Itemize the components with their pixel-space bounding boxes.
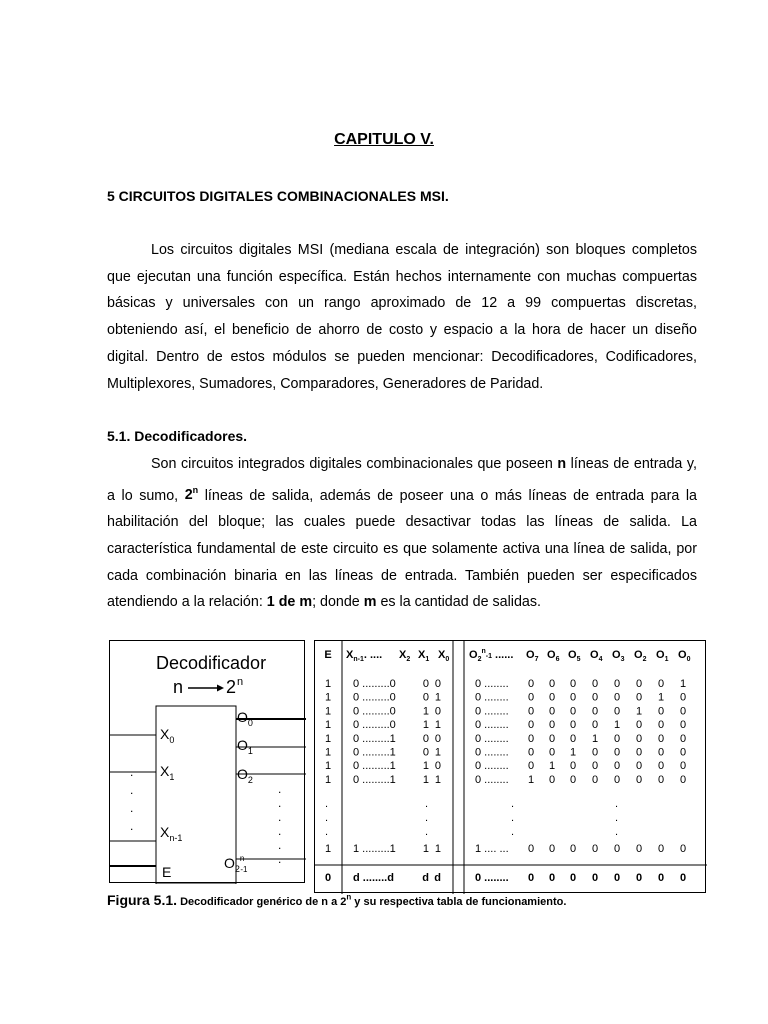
table-row-cell: 1 xyxy=(527,773,535,786)
table-row-cell: 0 xyxy=(635,719,643,732)
output-dots: . . . . . . xyxy=(278,782,282,866)
ellipsis-x-2: . xyxy=(425,812,429,824)
ellipsis-on: . xyxy=(511,798,515,810)
subsection-title: 5.1. Decodificadores. xyxy=(107,428,248,444)
table-row-cell: 0 xyxy=(569,719,577,732)
table-row-cell: 0 xyxy=(679,732,687,745)
table-row-cell: 0 xyxy=(613,678,621,690)
table-last-row-cell: 0 xyxy=(569,843,577,855)
hdr-o3: $O_3$ xyxy=(612,649,625,663)
table-last-row-cell: 0 xyxy=(548,843,556,855)
table-row-cell: 1 xyxy=(613,719,621,732)
table-row-cell: 0 xyxy=(591,746,599,759)
table-row-cell: 0 xyxy=(548,732,556,745)
hdr-o4: $O_4$ xyxy=(590,649,603,663)
table-row-cell: 0 xyxy=(591,719,599,732)
table-row-cell: 0 xyxy=(657,705,665,718)
table-row-cell: 0 .........0 xyxy=(353,705,396,718)
caption-sup: n xyxy=(346,892,352,902)
table-row-cell: 0 xyxy=(657,719,665,732)
table-row-cell: 0 xyxy=(635,732,643,745)
table-row-cell: 0 xyxy=(548,719,556,732)
table-row-cell: 1 xyxy=(434,746,441,759)
table-row-cell: 0 ........ xyxy=(475,760,509,773)
table-row-cell: 0 xyxy=(657,746,665,759)
hdr-o7: $O_7$ xyxy=(526,649,539,663)
table-row-cell: 0 xyxy=(679,746,687,759)
diagram-n: n xyxy=(173,677,184,697)
table-row-cell: 0 ........ xyxy=(475,773,509,786)
input-dots: . . . . xyxy=(130,765,134,833)
table-ellipsis xyxy=(325,798,618,838)
table-row-cell: 0 xyxy=(527,719,535,732)
table-disabled-row-cell: 0 xyxy=(657,872,665,884)
table-row-cell: 0 xyxy=(635,691,643,704)
table-row-cell: 0 xyxy=(434,678,441,690)
table-row-cell: 0 xyxy=(434,705,441,718)
caption-text1: Decodificador genérico de n a 2 xyxy=(177,896,347,908)
table-row-cell: 1 xyxy=(635,705,643,718)
table-row-cell: 0 xyxy=(422,746,429,759)
table-last-row-cell: 0 xyxy=(657,843,665,855)
ellipsis-e-2: . xyxy=(325,812,329,824)
chapter-title: CAPITULO V. xyxy=(334,131,434,148)
table-row-cell: 1 xyxy=(422,760,429,773)
label-o1: $O_1$ xyxy=(237,737,253,756)
table-last-row-cell: 1 xyxy=(434,843,441,855)
table-row-cell: 0 xyxy=(434,760,441,773)
figure-caption xyxy=(107,892,566,908)
intro-text: Los circuitos digitales MSI (mediana escala de integración) son bloques completos que ejecutan una función específica. Están hechos internamente con muchas compuertas básicas y universales con un rango aproximado de 12 a 99 compuertas discretas, obteniendo así, el beneficio de ahorro de costo y espacio a la hora de hacer un diseño digital. Dentro de estos módulos se pueden mencionar: Decodificadores, Codificadores, Multiplexores, Sumadores, Comparadores, Generadores de Paridad. xyxy=(107,242,697,392)
table-last-row-cell: 0 xyxy=(527,843,535,855)
table-row-cell: 0 xyxy=(613,691,621,704)
diagram-title: Decodificador xyxy=(156,653,267,673)
table-row-cell: 1 xyxy=(548,760,556,773)
table-last-row-cell: 0 xyxy=(613,843,621,855)
ellipsis-o: . xyxy=(615,798,619,810)
table-row-cell: 1 xyxy=(324,691,332,704)
dp-t1: Son circuitos integrados digitales combinacionales que poseen xyxy=(151,456,558,472)
caption-text2: y su respectiva tabla de funcionamiento. xyxy=(351,896,567,908)
table-row-cell: 0 xyxy=(613,773,621,786)
table-row-cell: 1 xyxy=(324,732,332,745)
table-row-cell: 1 xyxy=(324,678,332,690)
table-row-cell: 0 xyxy=(613,732,621,745)
table-row-cell: 0 xyxy=(548,691,556,704)
dp-t5: es la cantidad de salidas. xyxy=(376,594,541,611)
table-row-cell: 1 xyxy=(324,746,332,759)
table-row-cell: 0 xyxy=(591,678,599,690)
table-row-cell: 0 xyxy=(569,691,577,704)
table-last-row-cell: 0 xyxy=(679,843,687,855)
table-disabled-row-cell: d xyxy=(422,872,429,884)
diagram-two-exp: n xyxy=(237,676,244,688)
dp-t4: ; donde xyxy=(312,594,364,611)
table-row-cell: 0 .........0 xyxy=(353,719,396,732)
hdr-xn1: $X_{n-1}$. .... xyxy=(346,649,383,663)
table-row-cell: 0 xyxy=(527,746,535,759)
table-row-cell: 0 xyxy=(591,773,599,786)
table-row-cell: 0 xyxy=(679,691,687,704)
table-row-cell: 1 xyxy=(569,746,577,759)
table-row-cell: 0 xyxy=(613,760,621,773)
table-row-cell: 0 xyxy=(548,705,556,718)
table-row-cell: 0 xyxy=(527,678,535,690)
label-o0: $O_0$ xyxy=(237,709,253,728)
hdr-x2: $X_2$ xyxy=(399,649,411,663)
ellipsis-o-3: . xyxy=(615,826,619,838)
table-row-cell: 0 xyxy=(548,773,556,786)
table-row-cell: 0 xyxy=(569,732,577,745)
table-row-cell: 1 xyxy=(422,719,429,732)
table-row-cell: 0 xyxy=(527,732,535,745)
section-title: 5 CIRCUITOS DIGITALES COMBINACIONALES MSI. xyxy=(107,188,449,204)
table-row-cell: 0 xyxy=(635,760,643,773)
table-disabled-row-cell: 0 xyxy=(591,872,599,884)
truth-table-svg xyxy=(315,641,707,894)
table-row-cell: 0 xyxy=(569,705,577,718)
ellipsis-e-3: . xyxy=(325,826,329,838)
table-row-cell: 1 xyxy=(657,691,665,704)
table-row-cell: 1 xyxy=(324,705,332,718)
table-disabled-row-cell: d xyxy=(434,872,441,884)
table-row-cell: 0 xyxy=(569,760,577,773)
table-row-cell: 0 xyxy=(548,746,556,759)
table-row-cell: 0 xyxy=(527,691,535,704)
dp-t2: líneas de entrada y, a lo sumo, xyxy=(107,456,697,504)
table-row-cell: 0 xyxy=(527,705,535,718)
table-last-row-cell: 1 .........1 xyxy=(353,843,396,855)
ellipsis-x-3: . xyxy=(425,826,429,838)
table-row-cell: 0 xyxy=(591,691,599,704)
table-row-cell: 0 xyxy=(569,773,577,786)
table-row-cell: 0 xyxy=(657,678,665,690)
table-row-cell: 0 xyxy=(548,678,556,690)
table-row-cell: 0 ........ xyxy=(475,719,509,732)
hdr-e: E xyxy=(324,649,332,661)
ellipsis-on-2: . xyxy=(511,812,515,824)
hdr-x1: $X_1$ xyxy=(418,649,430,663)
table-disabled-row-cell: 0 ........ xyxy=(475,872,509,884)
table-disabled-row-cell: 0 xyxy=(527,872,535,884)
decoder-paragraph xyxy=(107,451,697,616)
table-row-cell: 0 xyxy=(422,691,429,704)
table-row-cell: 0 .........1 xyxy=(353,760,396,773)
intro-paragraph xyxy=(107,237,697,397)
table-row-cell: 0 xyxy=(613,705,621,718)
table-row-cell: 1 xyxy=(324,719,332,732)
table-row-cell: 0 xyxy=(569,678,577,690)
table-row-cell: 0 xyxy=(657,773,665,786)
table-row-cell: 1 xyxy=(422,773,429,786)
dp-rel: 1 de m xyxy=(266,594,313,611)
table-row-cell: 0 ........ xyxy=(475,678,509,690)
hdr-o1: $O_1$ xyxy=(656,649,669,663)
table-row-cell: 0 .........0 xyxy=(353,691,396,704)
table-row-cell: 0 .........1 xyxy=(353,746,396,759)
table-header xyxy=(324,648,690,663)
table-row-cell: 0 ........ xyxy=(475,732,509,745)
table-last-row-cell: 1 xyxy=(422,843,429,855)
table-row-cell: 0 xyxy=(657,760,665,773)
table-disabled-row-cell: 0 xyxy=(635,872,643,884)
table-row-cell: 1 xyxy=(434,719,441,732)
caption-label: Figura 5.1. xyxy=(107,892,178,908)
label-o2: $O_2$ xyxy=(237,766,253,785)
table-row-cell: 0 xyxy=(679,705,687,718)
table-row-cell: 0 xyxy=(434,732,441,745)
table-row-cell: 1 xyxy=(422,705,429,718)
label-xn1: $X_{n-1}$ xyxy=(160,824,183,843)
table-row-cell: 0 .........1 xyxy=(353,773,396,786)
table-last-row-cell: 1 .... ... xyxy=(475,843,509,855)
table-body xyxy=(325,678,686,884)
ellipsis-o-2: . xyxy=(615,812,619,824)
table-row-cell: 0 xyxy=(422,732,429,745)
table-row-cell: 0 xyxy=(591,705,599,718)
table-disabled-row-cell: 0 xyxy=(548,872,556,884)
table-disabled-row-cell: 0 xyxy=(613,872,621,884)
table-disabled-row-cell: 0 xyxy=(324,872,332,884)
table-row-cell: 0 xyxy=(657,732,665,745)
hdr-o2: $O_2$ xyxy=(634,649,647,663)
truth-table xyxy=(314,640,706,893)
hdr-on: $O_2^n_{-1}$ ...... xyxy=(469,648,514,663)
diagram-two: 2 xyxy=(226,677,237,697)
hdr-o0: $O_0$ xyxy=(678,649,691,663)
dp-t3: líneas de salida, además de poseer una o más líneas de entrada para la habilitación del bloque; las cuales puede desactivar todas las líneas de salida. La característica fundamental de este circuito es que solamente activa una línea de salida, por cada combinación binaria en las líneas de entrada. También pueden ser especificados atendiendo a la relación: xyxy=(107,487,697,611)
dp-two-base: 2 xyxy=(184,487,193,504)
hdr-o5: $O_5$ xyxy=(568,649,581,663)
table-last-row-cell: 1 xyxy=(324,843,332,855)
table-row-cell: 0 xyxy=(422,678,429,690)
table-row-cell: 1 xyxy=(434,691,441,704)
table-row-cell: 1 xyxy=(679,678,687,690)
table-row-cell: 0 xyxy=(613,746,621,759)
ellipsis-on-3: . xyxy=(511,826,515,838)
ellipsis-x: . xyxy=(425,798,429,810)
arrow-head-icon xyxy=(217,685,224,692)
table-row-cell: 0 xyxy=(679,773,687,786)
table-row-cell: 0 xyxy=(527,760,535,773)
label-x1: $X_1$ xyxy=(160,763,175,782)
label-x0: $X_0$ xyxy=(160,726,175,745)
hdr-o6: $O_6$ xyxy=(547,649,560,663)
dp-two xyxy=(185,487,198,503)
table-disabled-row-cell: d ........d xyxy=(353,872,394,884)
dp-n: n xyxy=(557,456,567,472)
table-row-cell: 1 xyxy=(591,732,599,745)
table-row-cell: 0 ........ xyxy=(475,746,509,759)
table-last-row-cell: 0 xyxy=(591,843,599,855)
hdr-x0: $X_0$ xyxy=(438,649,450,663)
table-last-row-cell: 0 xyxy=(635,843,643,855)
table-row-cell: 1 xyxy=(324,760,332,773)
table-row-cell: 0 .........0 xyxy=(353,678,396,690)
table-row-cell: 0 xyxy=(679,719,687,732)
table-row-cell: 1 xyxy=(324,773,332,786)
dp-m: m xyxy=(363,594,377,611)
table-row-cell: 0 .........1 xyxy=(353,732,396,745)
decoder-diagram-svg xyxy=(110,641,306,884)
table-row-cell: 0 xyxy=(679,760,687,773)
table-row-cell: 0 xyxy=(635,678,643,690)
table-row-cell: 0 ........ xyxy=(475,705,509,718)
table-row-cell: 1 xyxy=(434,773,441,786)
decoder-diagram xyxy=(109,640,305,883)
table-row-cell: 0 xyxy=(635,746,643,759)
table-row-cell: 0 xyxy=(635,773,643,786)
label-on: $O_2^n$ -1 xyxy=(224,854,248,874)
table-row-cell: 0 xyxy=(591,760,599,773)
ellipsis-e: . xyxy=(325,798,329,810)
table-disabled-row-cell: 0 xyxy=(569,872,577,884)
dp-two-exp: n xyxy=(192,485,199,496)
table-disabled-row-cell: 0 xyxy=(679,872,687,884)
label-e: E xyxy=(162,864,172,880)
table-row-cell: 0 ........ xyxy=(475,691,509,704)
